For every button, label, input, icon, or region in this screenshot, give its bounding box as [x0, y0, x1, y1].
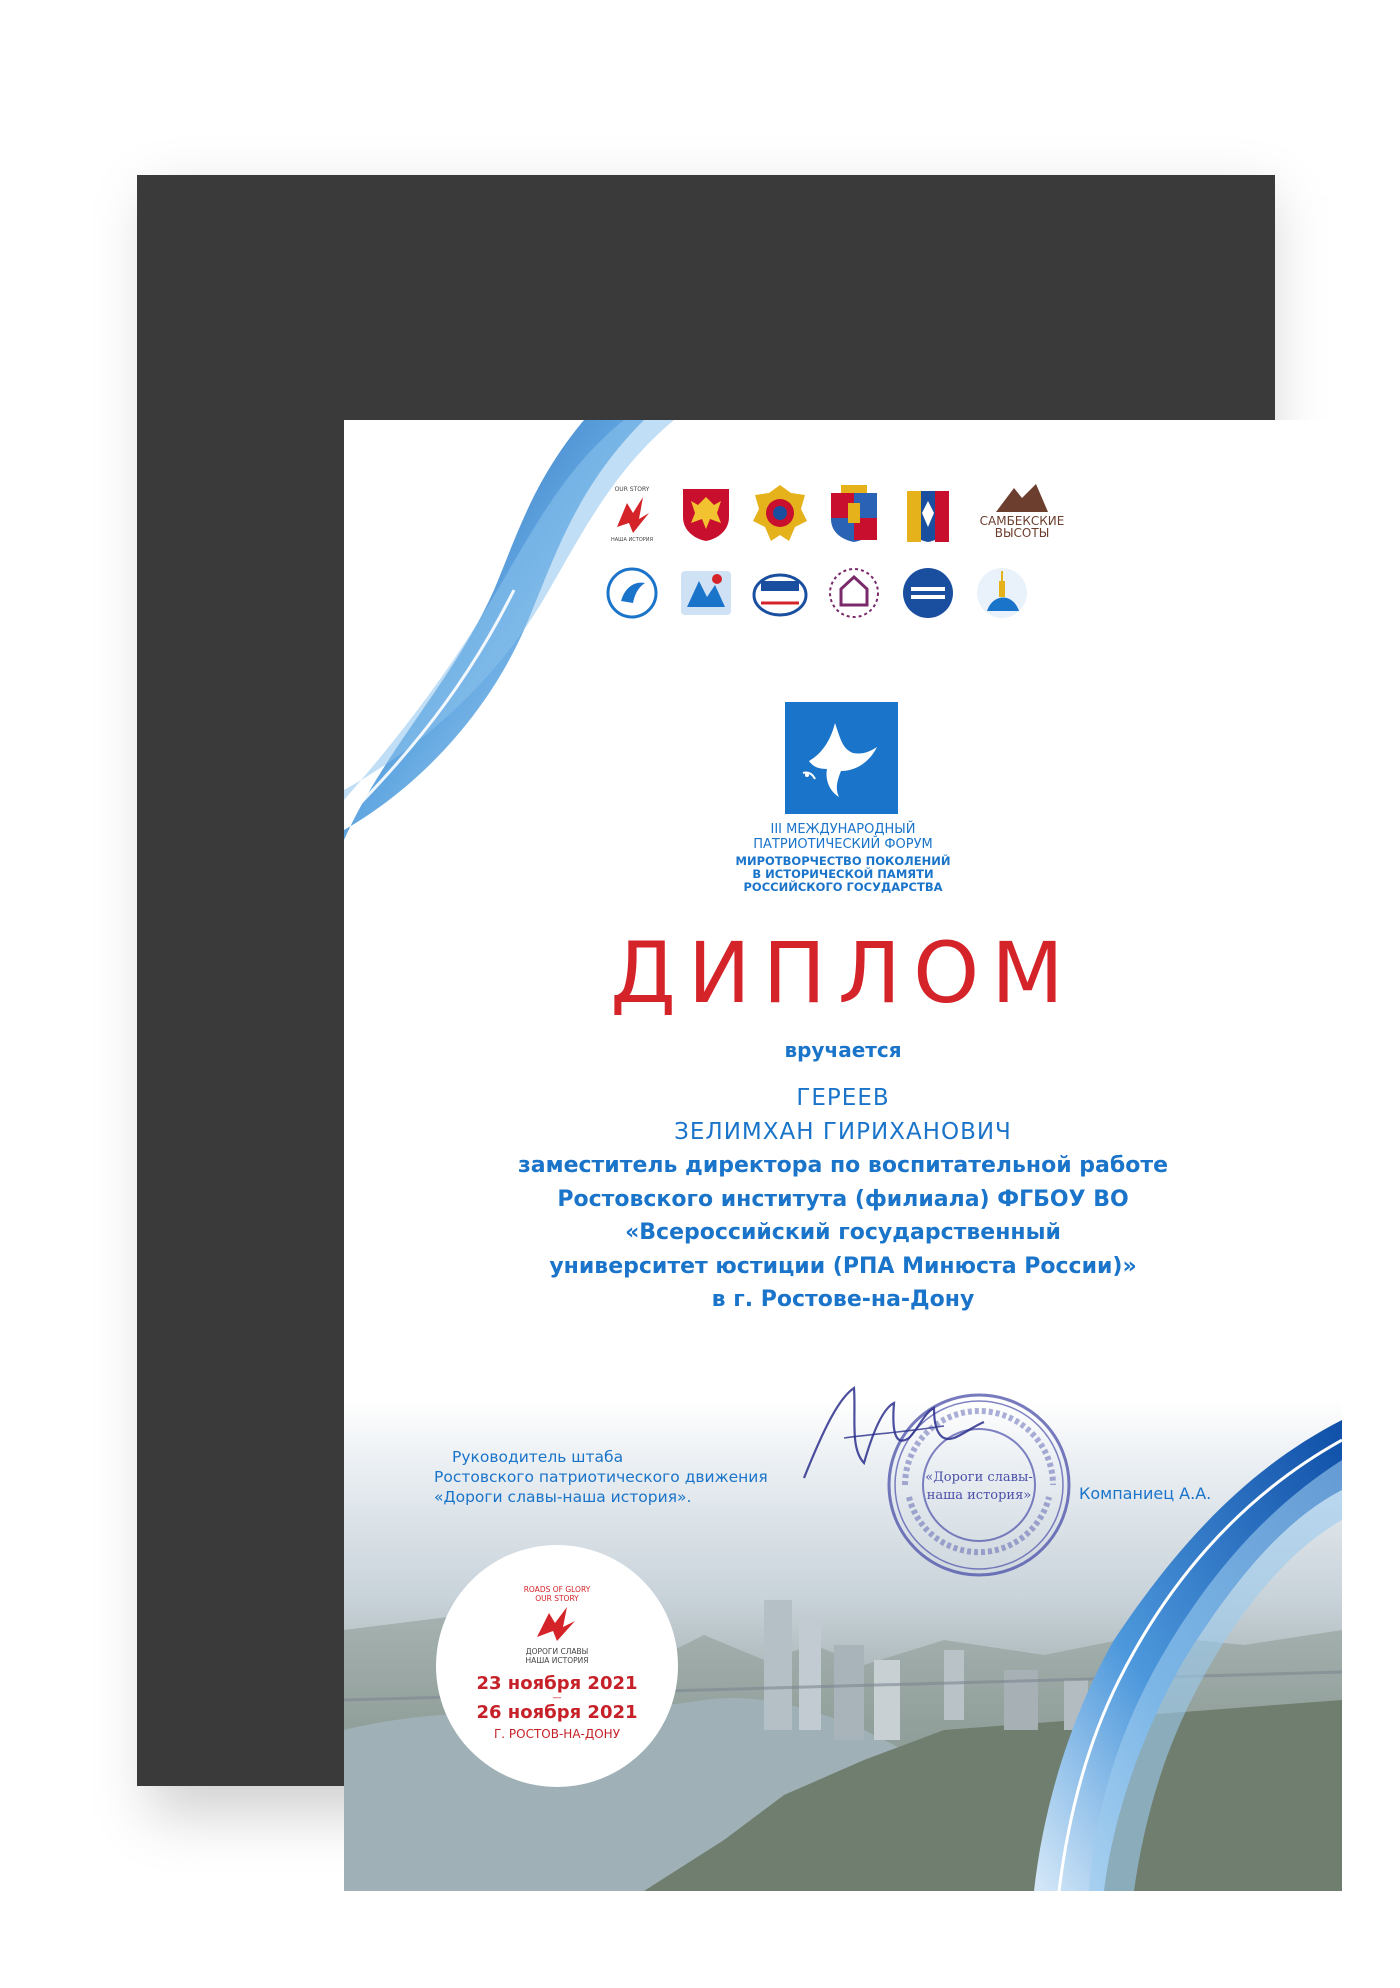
signer-name: Компаниец А.А.	[1079, 1484, 1212, 1503]
badge-en-line-1: ROADS OF GLORY	[523, 1585, 591, 1594]
forum-theme-line-3: РОССИЙСКОГО ГОСУДАРСТВА	[743, 880, 943, 894]
roads-of-glory-logo	[602, 482, 662, 544]
rostov-region-emblem	[750, 482, 810, 544]
russia-coat-of-arms	[676, 482, 736, 544]
recipient-position-line-5: в г. Ростове-на-Дону	[711, 1287, 975, 1312]
awarded-to-label: вручается	[784, 1038, 902, 1062]
recipient-given-names: ЗЕЛИМХАН ГИРИХАНОВИЧ	[674, 1118, 1012, 1145]
association-logo	[676, 562, 736, 624]
svg-text:OUR STORY: OUR STORY	[614, 486, 650, 493]
recipient-position-line-2: Ростовского института (филиала) ФГБОУ ВО	[557, 1186, 1129, 1212]
svg-text:НАША ИСТОРИЯ: НАША ИСТОРИЯ	[611, 537, 653, 543]
stamp-line-1: «Дороги славы-	[925, 1470, 1033, 1485]
forum-dove-logo	[785, 702, 898, 814]
badge-ru-line-2: НАША ИСТОРИЯ	[525, 1656, 589, 1665]
recipient-block	[404, 1082, 1282, 1317]
handwritten-signature	[784, 1368, 1004, 1518]
recipient-position-line-1: заместитель директора по воспитательной работе	[517, 1153, 1169, 1178]
church-logo	[972, 562, 1032, 624]
leader-line-2: Ростовского патриотического движения	[434, 1468, 768, 1486]
stamp-line-2: наша история»	[926, 1488, 1032, 1503]
badge-ru-line-1: ДОРОГИ СЛАВЫ	[525, 1647, 589, 1656]
recipient-position-line-4: университет юстиции (РПА Минюста России)»	[549, 1253, 1137, 1279]
russia-my-history-logo	[898, 562, 958, 624]
forum-title-line-2: ПАТРИОТИЧЕСКИЙ ФОРУМ	[753, 837, 933, 852]
event-start-date: 23 ноября 2021	[476, 1673, 638, 1694]
sambek-line-2: ВЫСОТЫ	[994, 526, 1050, 541]
rostov-oblast-coat-of-arms	[898, 482, 958, 544]
forum-title	[644, 822, 1042, 894]
picture-frame	[137, 175, 1275, 1786]
recipient-surname: ГЕРЕЕВ	[796, 1085, 890, 1111]
badge-en-line-2: OUR STORY	[535, 1594, 579, 1603]
diploma-sheet	[344, 420, 1342, 1891]
sambek-line-1: САМБЕКСКИЕ	[979, 513, 1065, 528]
leader-line-1: Руководитель штаба	[452, 1448, 624, 1466]
event-city: Г. РОСТОВ-НА-ДОНУ	[493, 1727, 621, 1741]
rostov-city-coat-of-arms	[824, 482, 884, 544]
roads-of-glory-mark	[527, 1603, 587, 1643]
diploma-title: ДИПЛОМ	[610, 924, 1076, 1022]
rgups-logo	[750, 562, 810, 624]
forum-theme-line-1: МИРОТВОРЧЕСТВО ПОКОЛЕНИЙ	[735, 854, 951, 868]
event-badge: ROADS OF GLORY OUR STORY ДОРОГИ СЛАВЫ НАША ИСТОРИЯ 23 ноября 2021 — 26 ноября 2021 Г. РОСТОВ-НА-ДОНУ	[436, 1545, 678, 1787]
patriotic-movement-logo	[602, 562, 662, 624]
forum-theme-line-2: В ИСТОРИЧЕСКОЙ ПАМЯТИ	[752, 867, 934, 881]
don-house-logo	[824, 562, 884, 624]
sambek-heights-logo	[972, 482, 1072, 544]
recipient-position-line-3: «Всероссийский государственный	[625, 1220, 1061, 1245]
forum-title-line-1: III МЕЖДУНАРОДНЫЙ	[770, 822, 916, 837]
partner-logos-row-2	[602, 562, 1032, 624]
event-end-date: 26 ноября 2021	[476, 1702, 638, 1723]
leader-line-3: «Дороги славы-наша история».	[434, 1488, 692, 1506]
partner-logos-row-1	[602, 482, 1072, 544]
